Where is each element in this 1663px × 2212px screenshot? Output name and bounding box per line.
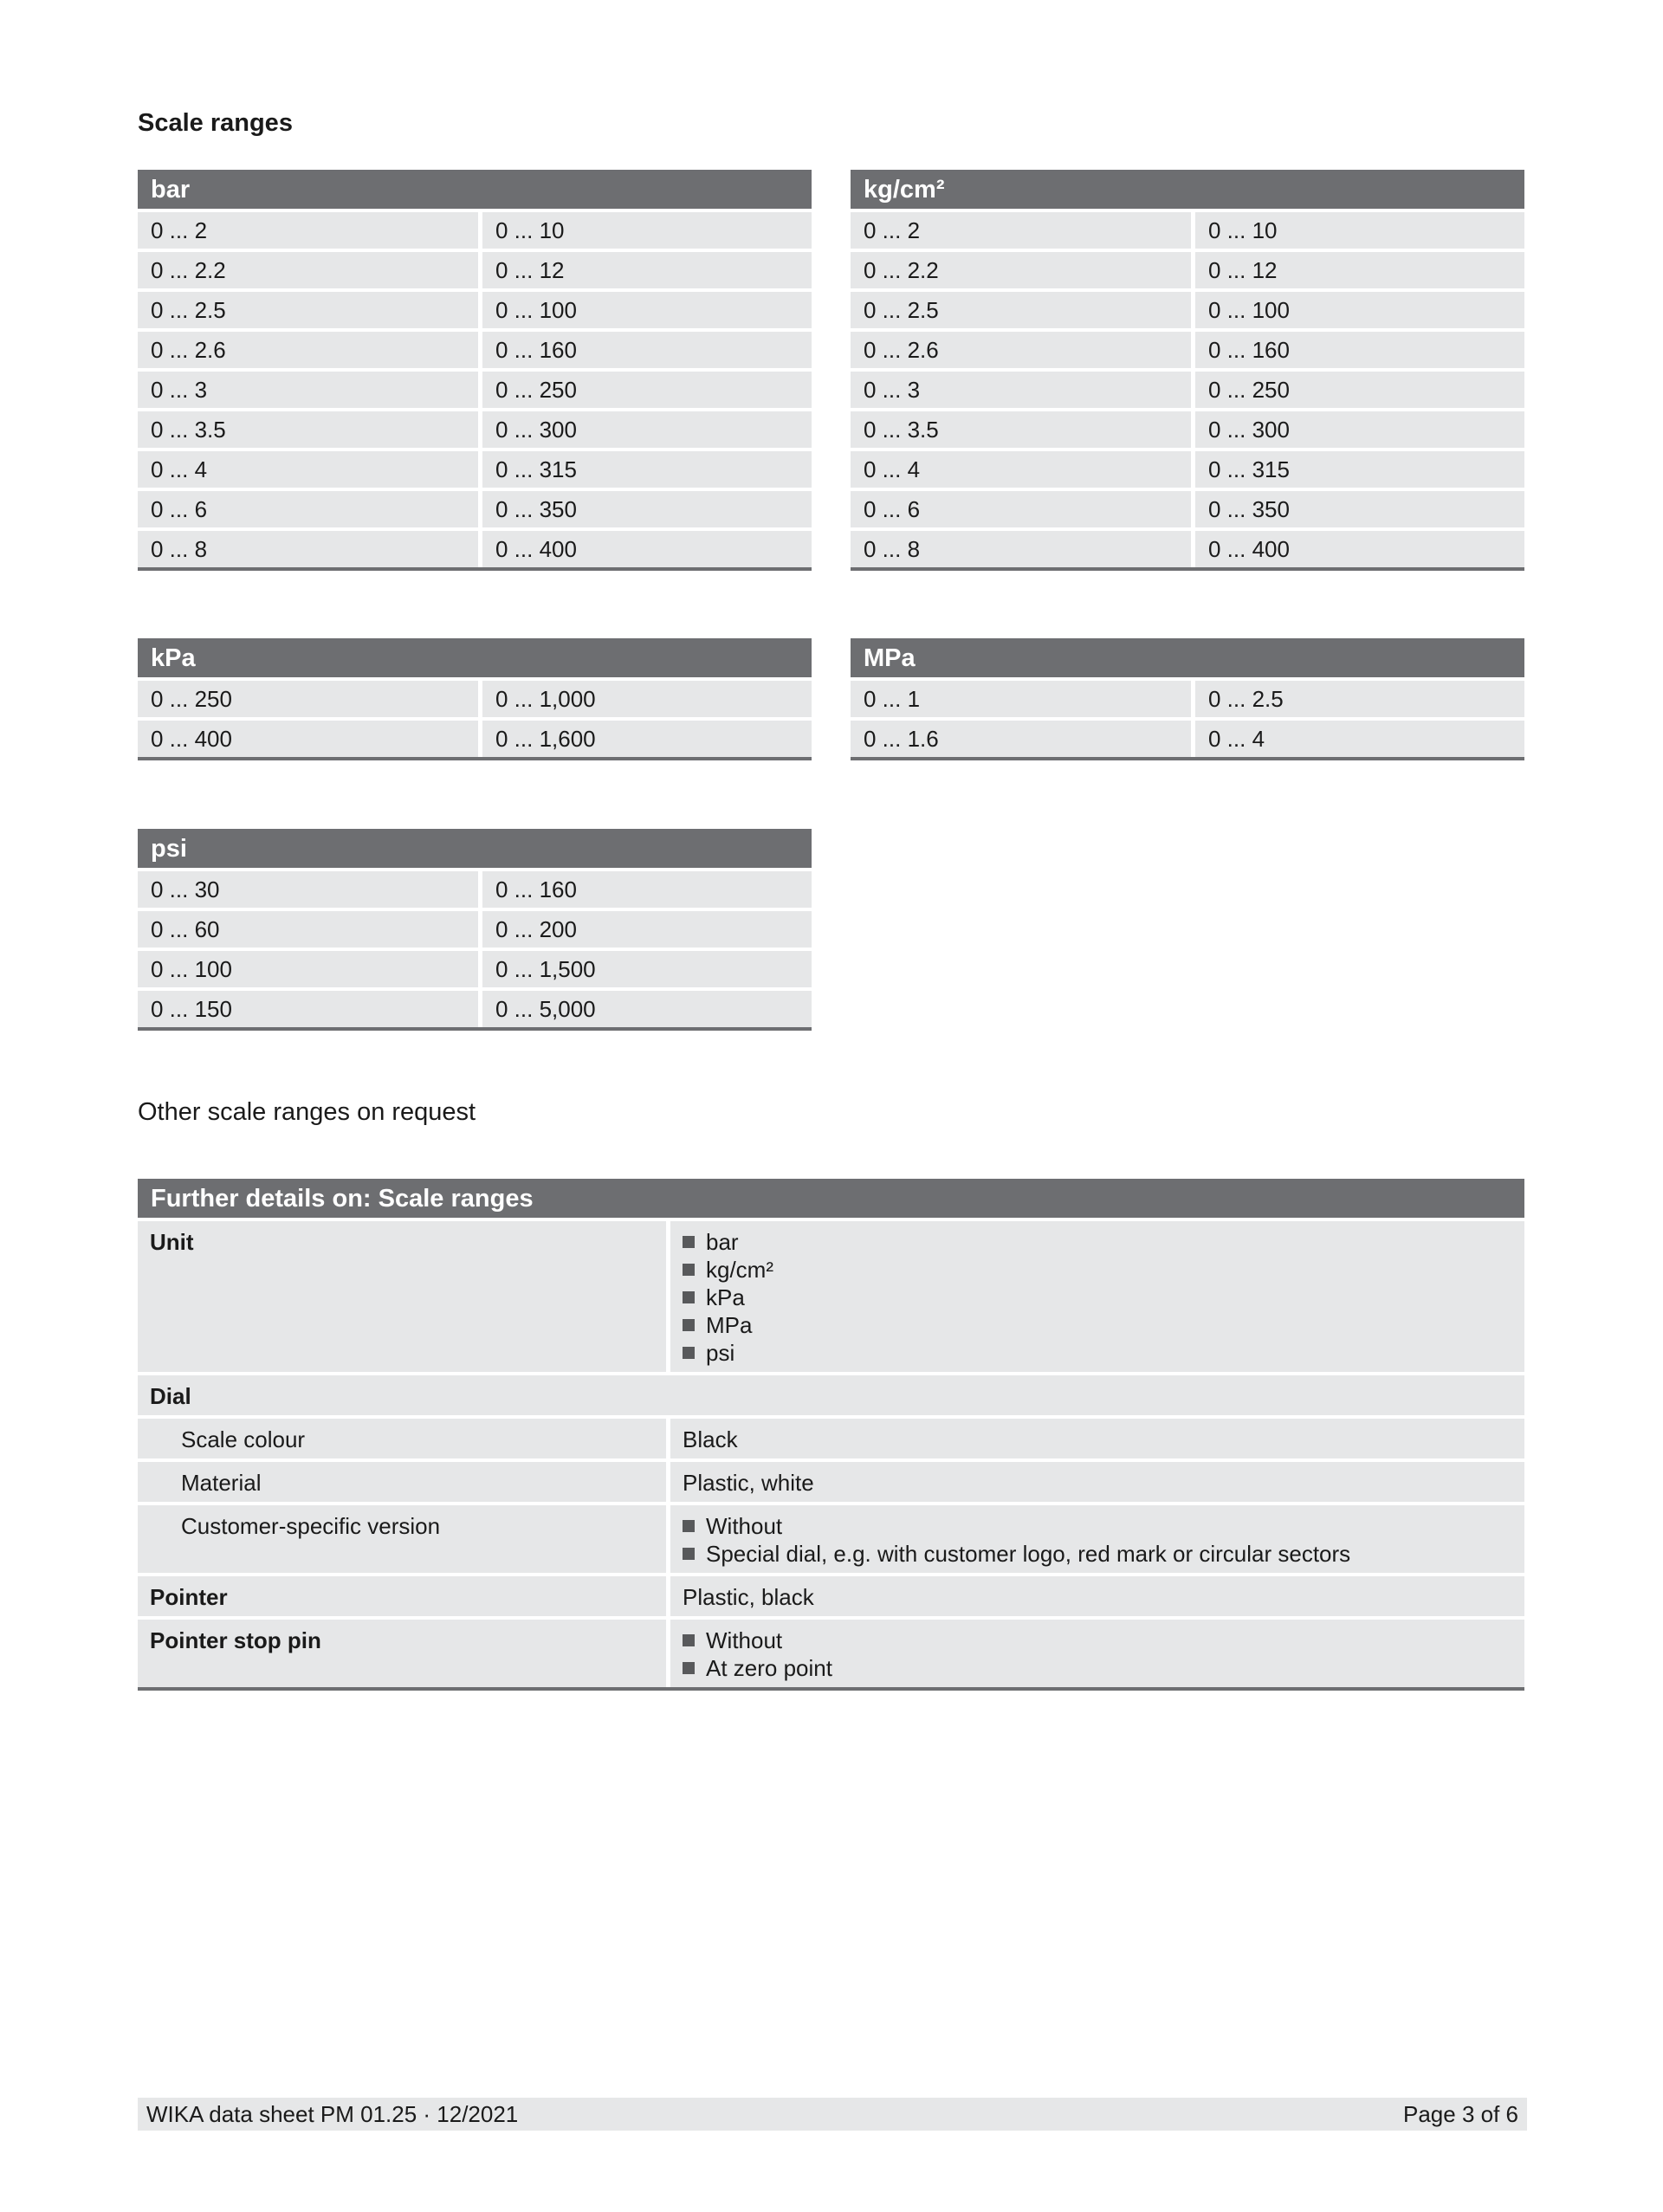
bullet-item (683, 1284, 1512, 1311)
table-row (851, 249, 1524, 288)
range-cell: 0 ... 8 (851, 531, 1191, 567)
range-cell: 0 ... 400 (138, 721, 478, 757)
range-cell: 0 ... 30 (138, 871, 478, 908)
range-cell: 0 ... 250 (1195, 372, 1524, 408)
range-cell: 0 ... 160 (482, 332, 812, 368)
table-row (851, 717, 1524, 757)
bullet-text: At zero point (706, 1655, 832, 1681)
pointer-value: Plastic, black (670, 1576, 1524, 1616)
range-cell: 0 ... 150 (138, 991, 478, 1027)
bullet-item (683, 1627, 1512, 1654)
footer-page-number: Page 3 of 6 (1403, 2100, 1518, 2127)
range-cell: 0 ... 12 (1195, 252, 1524, 288)
range-cell: 0 ... 2.6 (138, 332, 478, 368)
range-cell: 0 ... 2.2 (138, 252, 478, 288)
table-row (138, 868, 812, 908)
table-row (138, 948, 812, 987)
scale-colour-value: Black (670, 1419, 1524, 1458)
range-cell: 0 ... 300 (1195, 411, 1524, 448)
table-header: psi (138, 829, 812, 868)
range-cell: 0 ... 100 (138, 951, 478, 987)
details-table (138, 1179, 1524, 1691)
dial-row (138, 1375, 1524, 1415)
bullet-item (683, 1540, 1512, 1568)
footer-doc-info: WIKA data sheet PM 01.25 · 12/2021 (146, 2100, 519, 2127)
range-cell: 0 ... 400 (1195, 531, 1524, 567)
table-row (138, 527, 812, 567)
square-bullet-icon (683, 1291, 695, 1303)
material-value: Plastic, white (670, 1462, 1524, 1502)
square-bullet-icon (683, 1634, 695, 1646)
range-cell: 0 ... 4 (1195, 721, 1524, 757)
scale-table-mpa (851, 638, 1524, 760)
bullet-text: kPa (706, 1284, 745, 1310)
range-cell: 0 ... 2 (851, 212, 1191, 249)
range-cell: 0 ... 3 (138, 372, 478, 408)
bullet-item (683, 1339, 1512, 1367)
table-row (138, 677, 812, 717)
range-cell: 0 ... 8 (138, 531, 478, 567)
range-cell: 0 ... 200 (482, 911, 812, 948)
range-cell: 0 ... 2.5 (138, 292, 478, 328)
range-cell: 0 ... 1.6 (851, 721, 1191, 757)
range-cell: 0 ... 1 (851, 681, 1191, 717)
table-row (138, 328, 812, 368)
bullet-text: MPa (706, 1312, 753, 1338)
range-cell: 0 ... 3 (851, 372, 1191, 408)
range-cell: 0 ... 10 (1195, 212, 1524, 249)
range-cell: 0 ... 160 (1195, 332, 1524, 368)
range-cell: 0 ... 4 (138, 451, 478, 488)
range-cell: 0 ... 2.5 (1195, 681, 1524, 717)
bullet-text: Special dial, e.g. with customer logo, red mark or circular sectors (706, 1541, 1351, 1567)
bullet-text: Without (706, 1513, 783, 1539)
material-label: Material (138, 1462, 666, 1502)
custom-version-label: Customer-specific version (138, 1505, 666, 1573)
page-footer (138, 2098, 1527, 2131)
range-cell: 0 ... 315 (482, 451, 812, 488)
bullet-item (683, 1512, 1512, 1540)
range-cell: 0 ... 100 (482, 292, 812, 328)
custom-version-list (670, 1505, 1524, 1573)
bullet-text: psi (706, 1340, 735, 1366)
range-cell: 0 ... 1,600 (482, 721, 812, 757)
dial-label: Dial (138, 1375, 1524, 1415)
table-row (138, 408, 812, 448)
page-title: Scale ranges (138, 109, 293, 137)
range-cell: 0 ... 250 (138, 681, 478, 717)
range-cell: 0 ... 4 (851, 451, 1191, 488)
other-ranges-note: Other scale ranges on request (138, 1098, 476, 1126)
square-bullet-icon (683, 1236, 695, 1248)
range-cell: 0 ... 100 (1195, 292, 1524, 328)
square-bullet-icon (683, 1319, 695, 1331)
table-row (851, 677, 1524, 717)
range-cell: 0 ... 2.2 (851, 252, 1191, 288)
stop-pin-list (670, 1620, 1524, 1687)
bullet-item (683, 1228, 1512, 1256)
table-row (851, 488, 1524, 527)
range-cell: 0 ... 400 (482, 531, 812, 567)
table-row (138, 448, 812, 488)
table-row (138, 288, 812, 328)
table-header: MPa (851, 638, 1524, 677)
table-row (138, 717, 812, 757)
range-cell: 0 ... 350 (482, 491, 812, 527)
scale-colour-label: Scale colour (138, 1419, 666, 1458)
square-bullet-icon (683, 1520, 695, 1532)
square-bullet-icon (683, 1548, 695, 1560)
scale-colour-row (138, 1419, 1524, 1458)
table-header: kg/cm² (851, 170, 1524, 209)
material-row (138, 1462, 1524, 1502)
table-row (851, 408, 1524, 448)
table-row (138, 908, 812, 948)
bullet-text: Without (706, 1627, 783, 1653)
scale-table-bar (138, 170, 812, 571)
table-row (138, 368, 812, 408)
scale-table-psi (138, 829, 812, 1031)
range-cell: 0 ... 6 (138, 491, 478, 527)
table-row (851, 288, 1524, 328)
range-cell: 0 ... 1,000 (482, 681, 812, 717)
table-row (138, 488, 812, 527)
range-cell: 0 ... 5,000 (482, 991, 812, 1027)
bullet-item (683, 1654, 1512, 1682)
bullet-item (683, 1311, 1512, 1339)
range-cell: 0 ... 350 (1195, 491, 1524, 527)
range-cell: 0 ... 60 (138, 911, 478, 948)
stop-pin-row (138, 1620, 1524, 1687)
range-cell: 0 ... 250 (482, 372, 812, 408)
range-cell: 0 ... 2.6 (851, 332, 1191, 368)
range-cell: 0 ... 12 (482, 252, 812, 288)
table-row (138, 209, 812, 249)
table-row (138, 249, 812, 288)
custom-version-row (138, 1505, 1524, 1573)
square-bullet-icon (683, 1264, 695, 1276)
range-cell: 0 ... 2 (138, 212, 478, 249)
pointer-label: Pointer (138, 1576, 666, 1616)
range-cell: 0 ... 300 (482, 411, 812, 448)
pointer-row (138, 1576, 1524, 1616)
bullet-text: kg/cm² (706, 1257, 773, 1283)
unit-label: Unit (138, 1221, 666, 1372)
table-header: kPa (138, 638, 812, 677)
stop-pin-label: Pointer stop pin (138, 1620, 666, 1687)
details-header: Further details on: Scale ranges (138, 1179, 1524, 1218)
scale-table-kg-cm2 (851, 170, 1524, 571)
table-row (851, 448, 1524, 488)
range-cell: 0 ... 6 (851, 491, 1191, 527)
table-header: bar (138, 170, 812, 209)
unit-list (670, 1221, 1524, 1372)
bullet-item (683, 1256, 1512, 1284)
range-cell: 0 ... 2.5 (851, 292, 1191, 328)
table-row (851, 328, 1524, 368)
unit-row (138, 1221, 1524, 1372)
table-row (851, 368, 1524, 408)
range-cell: 0 ... 1,500 (482, 951, 812, 987)
bullet-text: bar (706, 1229, 739, 1255)
table-row (851, 527, 1524, 567)
square-bullet-icon (683, 1347, 695, 1359)
range-cell: 0 ... 3.5 (851, 411, 1191, 448)
table-row (851, 209, 1524, 249)
table-row (138, 987, 812, 1027)
square-bullet-icon (683, 1662, 695, 1674)
range-cell: 0 ... 160 (482, 871, 812, 908)
range-cell: 0 ... 3.5 (138, 411, 478, 448)
scale-table-kpa (138, 638, 812, 760)
range-cell: 0 ... 10 (482, 212, 812, 249)
range-cell: 0 ... 315 (1195, 451, 1524, 488)
